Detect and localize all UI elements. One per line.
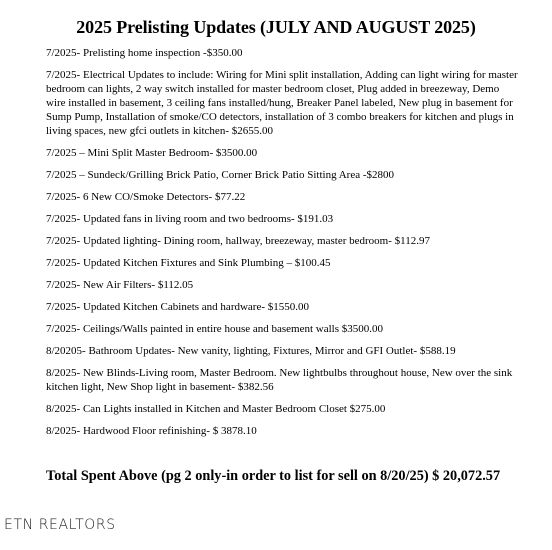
update-item: 7/2025- 6 New CO/Smoke Detectors- $77.22 [46,191,246,203]
update-item: 7/2025- Ceilings/Walls painted in entire house and basement walls $3500.00 [46,323,383,335]
update-item: 8/2025- New Blinds-Living room, Master Bedroom. New lightbulbs throughout house, New over the sink kitchen light, New Shop light in basement- $382.56 [46,367,513,393]
update-item: 7/2025- Updated fans in living room and two bedrooms- $191.03 [46,213,334,225]
total-spent: Total Spent Above (pg 2 only-in order to list for sell on 8/20/25) $ 20,072.57 [46,468,501,484]
update-item: 7/2025 – Sundeck/Grilling Brick Patio, Corner Brick Patio Sitting Area -$2800 [46,169,394,181]
page-title: 2025 Prelisting Updates (JULY AND AUGUST 2025) [76,17,476,37]
update-item: 7/2025 – Mini Split Master Bedroom- $3500.00 [46,147,258,159]
update-item: 7/2025- Updated Kitchen Cabinets and hardware- $1550.00 [46,301,310,313]
update-item: 7/2025- Prelisting home inspection -$350.00 [46,47,243,59]
update-list [46,46,520,446]
brokerage-watermark: ETN REALTORS [4,517,116,533]
update-item: 8/20205- Bathroom Updates- New vanity, lighting, Fixtures, Mirror and GFI Outlet- $588.19 [46,345,456,357]
update-item: 8/2025- Can Lights installed in Kitchen and Master Bedroom Closet $275.00 [46,403,386,415]
update-item: 7/2025- Electrical Updates to include: Wiring for Mini split installation, Adding can light wiring for master bedroom can lights, 2 way switch installed for master bedroom closet, Plug added in breezeway, Demo wire installed in basement, 3 ceiling fans installed/hung, Breaker Panel labeled, New plug in basement for Sump Pump, Installation of smoke/CO detectors, installation of 3 combo breakers for kitchen and plugs in living spaces, new gfci outlets in kitchen- $2655.00 [46,69,518,137]
update-item: 7/2025- Updated lighting- Dining room, hallway, breezeway, master bedroom- $112.97 [46,235,430,247]
update-item: 7/2025- Updated Kitchen Fixtures and Sink Plumbing – $100.45 [46,257,331,269]
update-item: 8/2025- Hardwood Floor refinishing- $ 3878.10 [46,425,257,437]
update-item: 7/2025- New Air Filters- $112.05 [46,279,194,291]
